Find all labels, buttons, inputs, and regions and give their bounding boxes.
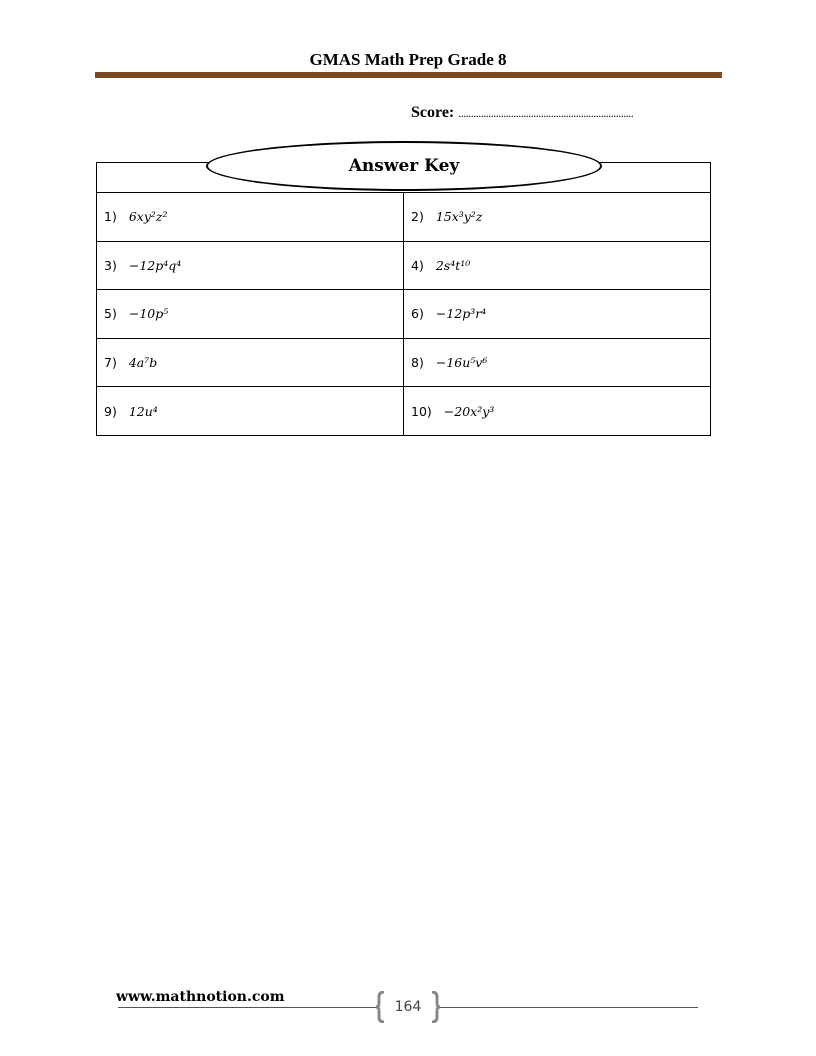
answer-cell-10 bbox=[404, 387, 710, 436]
score-label: Score: bbox=[411, 104, 455, 121]
answer-cell-8 bbox=[404, 339, 710, 388]
item-number: 10) bbox=[411, 404, 432, 420]
page-number-box bbox=[376, 991, 440, 1023]
answer-key-table bbox=[96, 162, 711, 436]
item-number: 7) bbox=[104, 355, 117, 371]
answer-cell-6 bbox=[404, 290, 710, 339]
item-answer: −10p⁵ bbox=[128, 306, 169, 322]
item-answer: 2s⁴t¹⁰ bbox=[435, 257, 471, 273]
item-answer: −16u⁵v⁶ bbox=[435, 355, 488, 371]
item-number: 1) bbox=[104, 209, 117, 225]
footer-rule-right bbox=[440, 1007, 698, 1008]
item-answer: −12p³r⁴ bbox=[435, 306, 487, 322]
page-number: 164 bbox=[394, 999, 422, 1015]
item-number: 3) bbox=[104, 257, 117, 273]
item-answer: −20x²y³ bbox=[443, 404, 495, 420]
item-answer: 6xy²z² bbox=[128, 209, 168, 225]
item-number: 9) bbox=[104, 404, 117, 420]
answer-cell-7 bbox=[97, 339, 404, 388]
footer-rule-left bbox=[118, 1007, 376, 1008]
item-number: 4) bbox=[411, 257, 424, 273]
item-number: 5) bbox=[104, 306, 117, 322]
answer-cell-2 bbox=[404, 193, 710, 242]
answer-key-banner bbox=[206, 141, 602, 191]
header-rule bbox=[95, 72, 722, 78]
answer-cell-5 bbox=[97, 290, 404, 339]
item-answer: −12p⁴q⁴ bbox=[128, 257, 182, 273]
score-field bbox=[411, 104, 633, 122]
answer-cell-3 bbox=[97, 242, 404, 291]
answer-cell-1 bbox=[97, 193, 404, 242]
item-answer: 15x³y²z bbox=[435, 209, 483, 225]
item-number: 8) bbox=[411, 355, 424, 371]
score-blank: ...................................................................... bbox=[458, 106, 634, 120]
answer-grid bbox=[97, 192, 710, 436]
answer-key-title: Answer Key bbox=[348, 156, 460, 176]
item-number: 6) bbox=[411, 306, 424, 322]
item-number: 2) bbox=[411, 209, 424, 225]
footer-website: www.mathnotion.com bbox=[116, 989, 285, 1005]
item-answer: 4a⁷b bbox=[128, 355, 158, 371]
item-answer: 12u⁴ bbox=[128, 404, 158, 420]
answer-cell-4 bbox=[404, 242, 710, 291]
answer-cell-9 bbox=[97, 387, 404, 436]
page-title: GMAS Math Prep Grade 8 bbox=[309, 50, 507, 69]
